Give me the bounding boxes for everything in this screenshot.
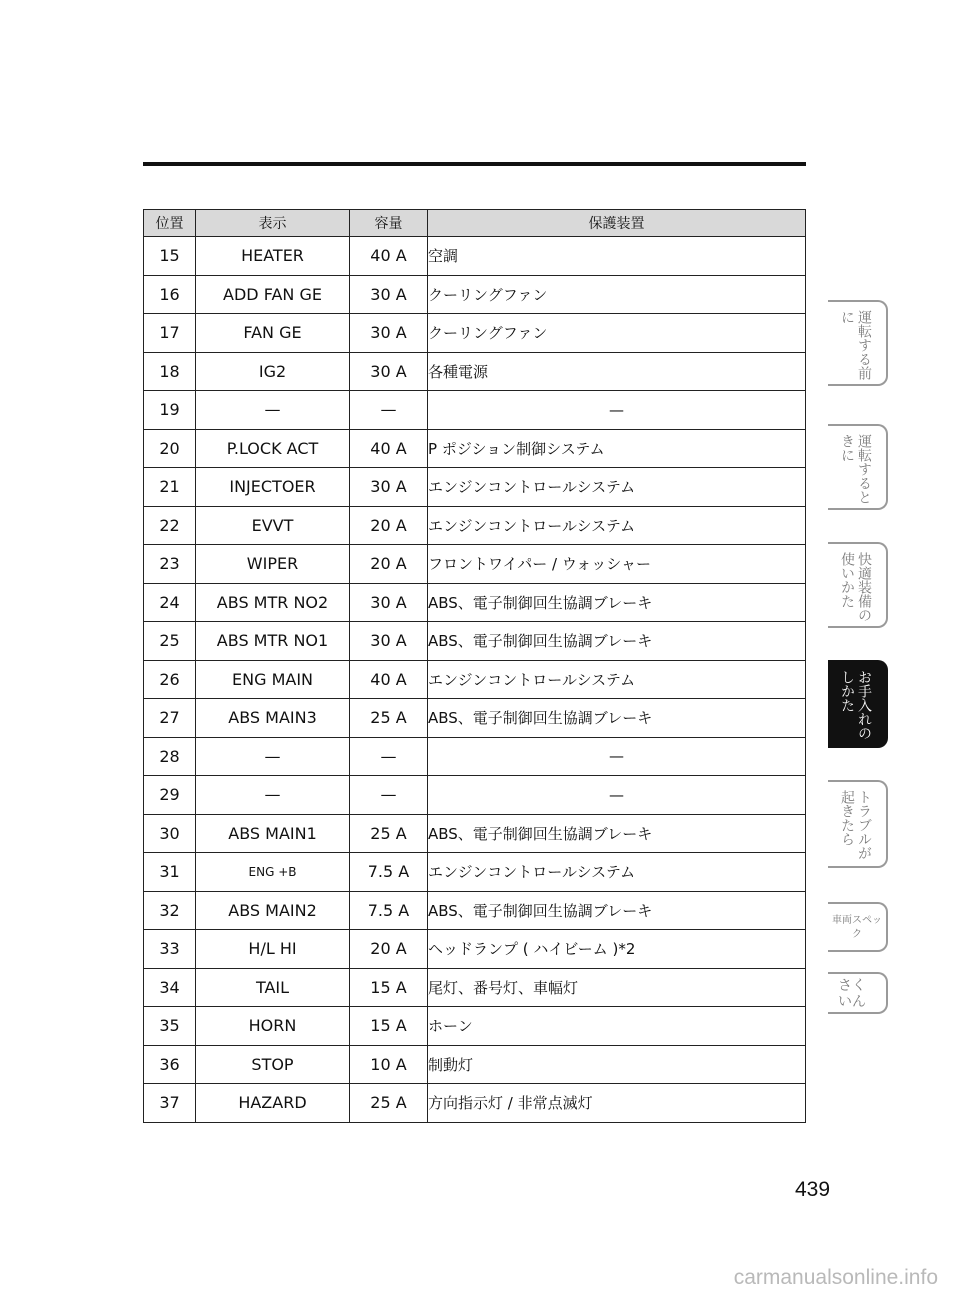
cell-protected-device: —: [428, 737, 806, 776]
cell-capacity: —: [350, 776, 428, 815]
cell-protected-device: 方向指示灯 / 非常点滅灯: [428, 1084, 806, 1123]
cell-capacity: 25 A: [350, 814, 428, 853]
cell-capacity: 30 A: [350, 314, 428, 353]
watermark: carmanualsonline.info: [733, 1266, 938, 1289]
cell-position: 34: [144, 968, 196, 1007]
cell-protected-device: P ポジション制御システム: [428, 429, 806, 468]
cell-protected-device: フロントワイパー / ウォッシャー: [428, 545, 806, 584]
cell-capacity: 20 A: [350, 930, 428, 969]
table-row: [144, 737, 806, 776]
section-tab[interactable]: [828, 972, 888, 1014]
cell-protected-device: ABS、電子制御回生協調ブレーキ: [428, 699, 806, 738]
cell-position: 21: [144, 468, 196, 507]
cell-capacity: 40 A: [350, 237, 428, 276]
table-row: [144, 545, 806, 584]
table-row: [144, 814, 806, 853]
cell-label: —: [196, 391, 350, 430]
cell-protected-device: エンジンコントロールシステム: [428, 468, 806, 507]
cell-label: IG2: [196, 352, 350, 391]
table-row: [144, 968, 806, 1007]
cell-capacity: 30 A: [350, 583, 428, 622]
cell-position: 15: [144, 237, 196, 276]
page-number: 439: [795, 1178, 831, 1201]
section-tab[interactable]: [828, 300, 888, 386]
table-row: [144, 429, 806, 468]
cell-label: ABS MTR NO1: [196, 622, 350, 661]
cell-capacity: 30 A: [350, 352, 428, 391]
section-tab[interactable]: [828, 542, 888, 628]
cell-label: ABS MAIN2: [196, 891, 350, 930]
table-row: [144, 853, 806, 892]
table-row: [144, 699, 806, 738]
cell-protected-device: クーリングファン: [428, 314, 806, 353]
cell-position: 26: [144, 660, 196, 699]
cell-capacity: 20 A: [350, 545, 428, 584]
cell-label: —: [196, 776, 350, 815]
cell-position: 18: [144, 352, 196, 391]
section-tab[interactable]: [828, 660, 888, 748]
cell-label: ABS MAIN3: [196, 699, 350, 738]
cell-protected-device: エンジンコントロールシステム: [428, 853, 806, 892]
cell-label: FAN GE: [196, 314, 350, 353]
cell-capacity: 10 A: [350, 1045, 428, 1084]
cell-position: 19: [144, 391, 196, 430]
table-row: [144, 275, 806, 314]
cell-label: INJECTOER: [196, 468, 350, 507]
table-row: [144, 352, 806, 391]
cell-position: 30: [144, 814, 196, 853]
cell-position: 36: [144, 1045, 196, 1084]
cell-position: 32: [144, 891, 196, 930]
cell-position: 17: [144, 314, 196, 353]
cell-label: HORN: [196, 1007, 350, 1046]
cell-capacity: 25 A: [350, 699, 428, 738]
cell-protected-device: ホーン: [428, 1007, 806, 1046]
fuse-table-body: [144, 237, 806, 1123]
cell-protected-device: エンジンコントロールシステム: [428, 506, 806, 545]
cell-label: —: [196, 737, 350, 776]
section-tab[interactable]: [828, 780, 888, 868]
table-row: [144, 891, 806, 930]
cell-label: STOP: [196, 1045, 350, 1084]
cell-position: 37: [144, 1084, 196, 1123]
table-row: [144, 776, 806, 815]
header-protected-device: 保護装置: [428, 210, 806, 237]
cell-position: 23: [144, 545, 196, 584]
cell-capacity: 30 A: [350, 275, 428, 314]
section-tab-label: 運転するときに: [839, 434, 872, 504]
cell-protected-device: —: [428, 391, 806, 430]
header-position: 位置: [144, 210, 196, 237]
cell-protected-device: 空調: [428, 237, 806, 276]
table-row: [144, 1007, 806, 1046]
cell-position: 35: [144, 1007, 196, 1046]
cell-position: 25: [144, 622, 196, 661]
cell-capacity: 30 A: [350, 468, 428, 507]
section-tab-label: お手入れのしかた: [839, 670, 872, 740]
section-tab[interactable]: [828, 424, 888, 510]
section-tab-label: 車両スペック: [832, 915, 882, 940]
cell-label: ADD FAN GE: [196, 275, 350, 314]
cell-position: 27: [144, 699, 196, 738]
cell-capacity: —: [350, 391, 428, 430]
cell-protected-device: 各種電源: [428, 352, 806, 391]
cell-protected-device: クーリングファン: [428, 275, 806, 314]
table-row: [144, 506, 806, 545]
cell-label: WIPER: [196, 545, 350, 584]
cell-position: 24: [144, 583, 196, 622]
table-header-row: [144, 210, 806, 237]
table-row: [144, 468, 806, 507]
cell-position: 33: [144, 930, 196, 969]
cell-protected-device: ABS、電子制御回生協調ブレーキ: [428, 583, 806, 622]
cell-capacity: 7.5 A: [350, 891, 428, 930]
cell-label: HEATER: [196, 237, 350, 276]
header-label: 表示: [196, 210, 350, 237]
cell-position: 16: [144, 275, 196, 314]
cell-label: TAIL: [196, 968, 350, 1007]
top-rule: [143, 162, 806, 166]
table-row: [144, 391, 806, 430]
section-tab-label: 快適装備の使いかた: [839, 552, 872, 622]
table-row: [144, 1084, 806, 1123]
cell-capacity: 25 A: [350, 1084, 428, 1123]
cell-label: ENG MAIN: [196, 660, 350, 699]
cell-position: 31: [144, 853, 196, 892]
cell-position: 29: [144, 776, 196, 815]
cell-protected-device: 制動灯: [428, 1045, 806, 1084]
section-tab-label: トラブルが起きたら: [839, 790, 872, 860]
cell-capacity: —: [350, 737, 428, 776]
table-row: [144, 237, 806, 276]
cell-position: 22: [144, 506, 196, 545]
cell-capacity: 15 A: [350, 1007, 428, 1046]
cell-protected-device: ヘッドランプ ( ハイビーム )*2: [428, 930, 806, 969]
cell-protected-device: 尾灯、番号灯、車幅灯: [428, 968, 806, 1007]
cell-label: EVVT: [196, 506, 350, 545]
cell-capacity: 40 A: [350, 660, 428, 699]
cell-label: H/L HI: [196, 930, 350, 969]
cell-label: ENG +B: [196, 853, 350, 892]
cell-capacity: 20 A: [350, 506, 428, 545]
cell-protected-device: ABS、電子制御回生協調ブレーキ: [428, 622, 806, 661]
cell-capacity: 15 A: [350, 968, 428, 1007]
cell-protected-device: ABS、電子制御回生協調ブレーキ: [428, 814, 806, 853]
header-capacity: 容量: [350, 210, 428, 237]
table-row: [144, 930, 806, 969]
cell-protected-device: —: [428, 776, 806, 815]
table-row: [144, 622, 806, 661]
table-row: [144, 660, 806, 699]
table-row: [144, 314, 806, 353]
cell-position: 20: [144, 429, 196, 468]
table-row: [144, 1045, 806, 1084]
cell-label: ABS MAIN1: [196, 814, 350, 853]
fuse-table: [143, 209, 806, 1123]
table-row: [144, 583, 806, 622]
cell-label: ABS MTR NO2: [196, 583, 350, 622]
section-tab-label: 運転する前に: [839, 310, 872, 380]
cell-capacity: 40 A: [350, 429, 428, 468]
section-tab-label: さくいん: [838, 978, 866, 1010]
cell-position: 28: [144, 737, 196, 776]
cell-capacity: 7.5 A: [350, 853, 428, 892]
cell-label: HAZARD: [196, 1084, 350, 1123]
cell-protected-device: ABS、電子制御回生協調ブレーキ: [428, 891, 806, 930]
cell-protected-device: エンジンコントロールシステム: [428, 660, 806, 699]
cell-label: P.LOCK ACT: [196, 429, 350, 468]
section-tab[interactable]: [828, 902, 888, 952]
cell-capacity: 30 A: [350, 622, 428, 661]
